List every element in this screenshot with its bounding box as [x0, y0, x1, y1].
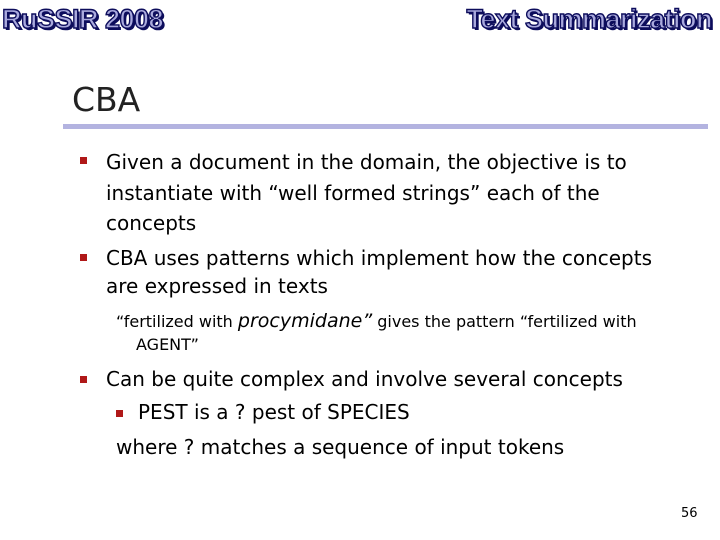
russir-logo: RuSSIR 2008 — [2, 4, 164, 34]
example-rest-text: gives the pattern “fertilized with — [372, 312, 637, 331]
sub-bullet-square-icon — [116, 410, 123, 417]
example-open-text: “fertilized with — [116, 312, 238, 331]
title-underline — [63, 124, 708, 129]
example-pattern-line-1 — [116, 308, 637, 335]
bullet-square-icon — [80, 376, 87, 383]
example-italic-term: procymidane” — [237, 310, 373, 332]
bullet-3-line-1: Can be quite complex and involve several concepts — [106, 367, 623, 391]
bullet-1-line-3: concepts — [106, 211, 197, 235]
sub-bullet-text: PEST is a ? pest of SPECIES — [138, 400, 410, 424]
bullet-1-line-2: instantiate with “well formed strings” each of the — [106, 181, 600, 205]
page-number: 56 — [681, 506, 698, 521]
bullet-3-continuation: where ? matches a sequence of input tokens — [116, 435, 565, 459]
bullet-1-line-1: Given a document in the domain, the objective is to — [106, 150, 627, 174]
example-pattern-line-2: AGENT” — [136, 335, 199, 354]
bullet-square-icon — [80, 157, 87, 164]
text-summarization-logo: Text Summarization — [466, 4, 712, 34]
bullet-2-line-2: are expressed in texts — [106, 274, 328, 298]
bullet-square-icon — [80, 254, 87, 261]
bullet-2-line-1: CBA uses patterns which implement how the concepts — [106, 246, 653, 270]
slide-title: CBA — [72, 80, 141, 119]
